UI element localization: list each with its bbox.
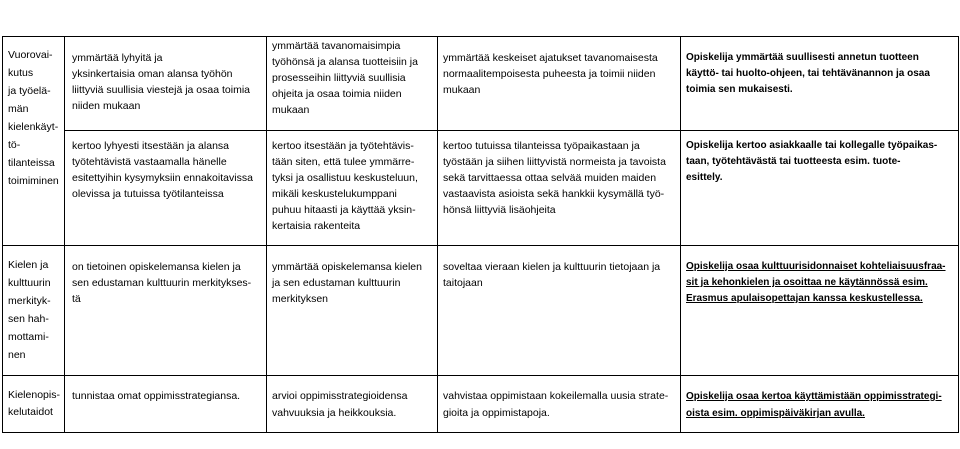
text-line: toimiminen [8,175,59,187]
text-line: vahvuuksia ja heikkouksia. [272,407,397,419]
text-line: taan, työtehtävästä tai tuotteesta esim. tuote- [686,156,901,167]
text-line: tunnistaa omat oppimisstrategiansa. [72,390,241,402]
student-example-cell [681,131,959,246]
student-example-cell [681,376,959,433]
assessment-table [2,36,959,433]
text-line: tö- [8,139,21,151]
criterion-cell [267,376,438,433]
text-line: merkityksen [272,293,329,305]
text-line: ymmärtää lyhyitä ja [72,52,163,64]
table-row [3,246,959,376]
area-heading-cell [3,37,65,246]
text-line: työhönsä ja alansa tuotteisiin ja [272,56,418,68]
text-line: Erasmus apulaisopettajan kanssa keskustellessa. [686,293,923,304]
area-heading-cell [3,376,65,433]
criterion-cell [438,246,681,376]
criterion-cell [65,246,267,376]
text-line: mukaan [443,84,481,96]
text-line: sen hah- [8,313,49,325]
text-line: tyksi ja osallistuu keskusteluun, [272,172,418,184]
criterion-cell [65,131,267,246]
student-example-cell [681,37,959,131]
criterion-cell [438,131,681,246]
text-line: yksinkertaisia oman alansa työhön [72,68,233,80]
criterion-cell [438,376,681,433]
text-line: on tietoinen opiskelemansa kielen ja [72,261,241,273]
text-line: Opiskelija ymmärtää suullisesti annetun tuotteen [686,52,919,63]
criterion-cell [438,37,681,131]
text-line: ohjeita ja osaa toimia niiden [272,88,402,100]
text-line: esittely. [686,172,723,183]
text-line: ymmärtää opiskelemansa kielen [272,261,422,273]
text-line: sekä tarvittaessa ottaa selvää muiden maiden [443,172,657,184]
text-line: mikäli keskustelukumppani [272,188,397,200]
text-line: ymmärtää tavanomaisimpia [272,40,401,52]
criterion-cell [65,376,267,433]
table-row [3,376,959,433]
text-line: taitojaan [443,277,483,289]
text-line: liittyviä suullisia viestejä ja osaa toimia [72,84,250,96]
text-line: arvioi oppimisstrategioidensa [272,390,408,402]
text-line: ja sen edustaman kulttuurin [272,277,401,289]
text-line: sit ja kehonkielen ja osoittaa ne käytännössä esim. [686,277,928,288]
table-row [3,131,959,246]
text-line: tä [72,293,81,305]
text-line: Opiskelija osaa kertoa käyttämistään oppimisstrategi- [686,391,942,402]
text-line: tään siten, että tulee ymmärre- [272,156,415,168]
text-line: Kielen ja [8,259,49,271]
criterion-cell [267,246,438,376]
text-line: hönsä liittyviä lisäohjeita [443,204,556,216]
text-line: kulttuurin [8,277,51,289]
text-line: Vuorovai- [8,49,53,61]
text-line: sen edustaman kulttuurin merkitykses- [72,277,252,289]
table-row [3,37,959,131]
text-line: niiden mukaan [72,100,141,112]
text-line: merkityk- [8,295,51,307]
text-line: Kielenopis- [8,389,60,401]
student-example-cell [681,246,959,376]
text-line: normaalitempoisesta puheesta ja toimii niiden [443,68,656,80]
text-line: nen [8,349,26,361]
text-line: käyttö- tai huolto-ohjeen, tai tehtävänannon ja osaa [686,68,930,79]
text-line: kertaisia rakenteita [272,220,361,232]
text-line: kertoo tutuissa tilanteissa työpaikastaan ja [443,140,640,152]
text-line: tilanteissa [8,157,55,169]
text-line: kelutaidot [8,406,53,418]
text-line: työtehtävistä vastaamalla hänelle [72,156,227,168]
criterion-cell [65,37,267,131]
text-line: ja työelä- [8,85,51,97]
text-line: gioita ja oppimistapoja. [443,407,550,419]
text-line: olevissa ja tutuissa työtilanteissa [72,188,224,200]
text-line: kertoo lyhyesti itsestään ja alansa [72,140,230,152]
text-line: Opiskelija kertoo asiakkaalle tai kollegalle työpaikas- [686,140,938,151]
text-line: kertoo itsestään ja työtehtävis- [272,140,414,152]
text-line: män [8,103,29,115]
text-line: puhuu hitaasti ja käyttää yksin- [272,204,416,216]
text-line: soveltaa vieraan kielen ja kulttuurin tietojaan ja [443,261,661,273]
text-line: kielenkäyt- [8,121,59,133]
text-line: ymmärtää keskeiset ajatukset tavanomaisesta [443,52,658,64]
text-line: esitettyihin kysymyksiin ennakoitavissa [72,172,253,184]
text-line: toimia sen mukaisesti. [686,84,793,95]
text-line: oista esim. oppimispäiväkirjan avulla. [686,408,865,419]
text-line: kutus [8,67,34,79]
criterion-cell [267,131,438,246]
text-line: prosesseihin liittyviä suullisia [272,72,406,84]
text-line: vastaavista asioista sekä hankkii kysymällä työ- [443,188,665,200]
text-line: Opiskelija osaa kulttuurisidonnaiset kohteliaisuusfraa- [686,261,946,272]
text-line: mottami- [8,331,49,343]
area-heading-cell [3,246,65,376]
text-line: työstään ja siihen liittyvistä normeista ja tavoista [443,156,666,168]
text-line: vahvistaa oppimistaan kokeilemalla uusia strate- [443,390,669,402]
text-line: mukaan [272,104,310,116]
criterion-cell [267,37,438,131]
